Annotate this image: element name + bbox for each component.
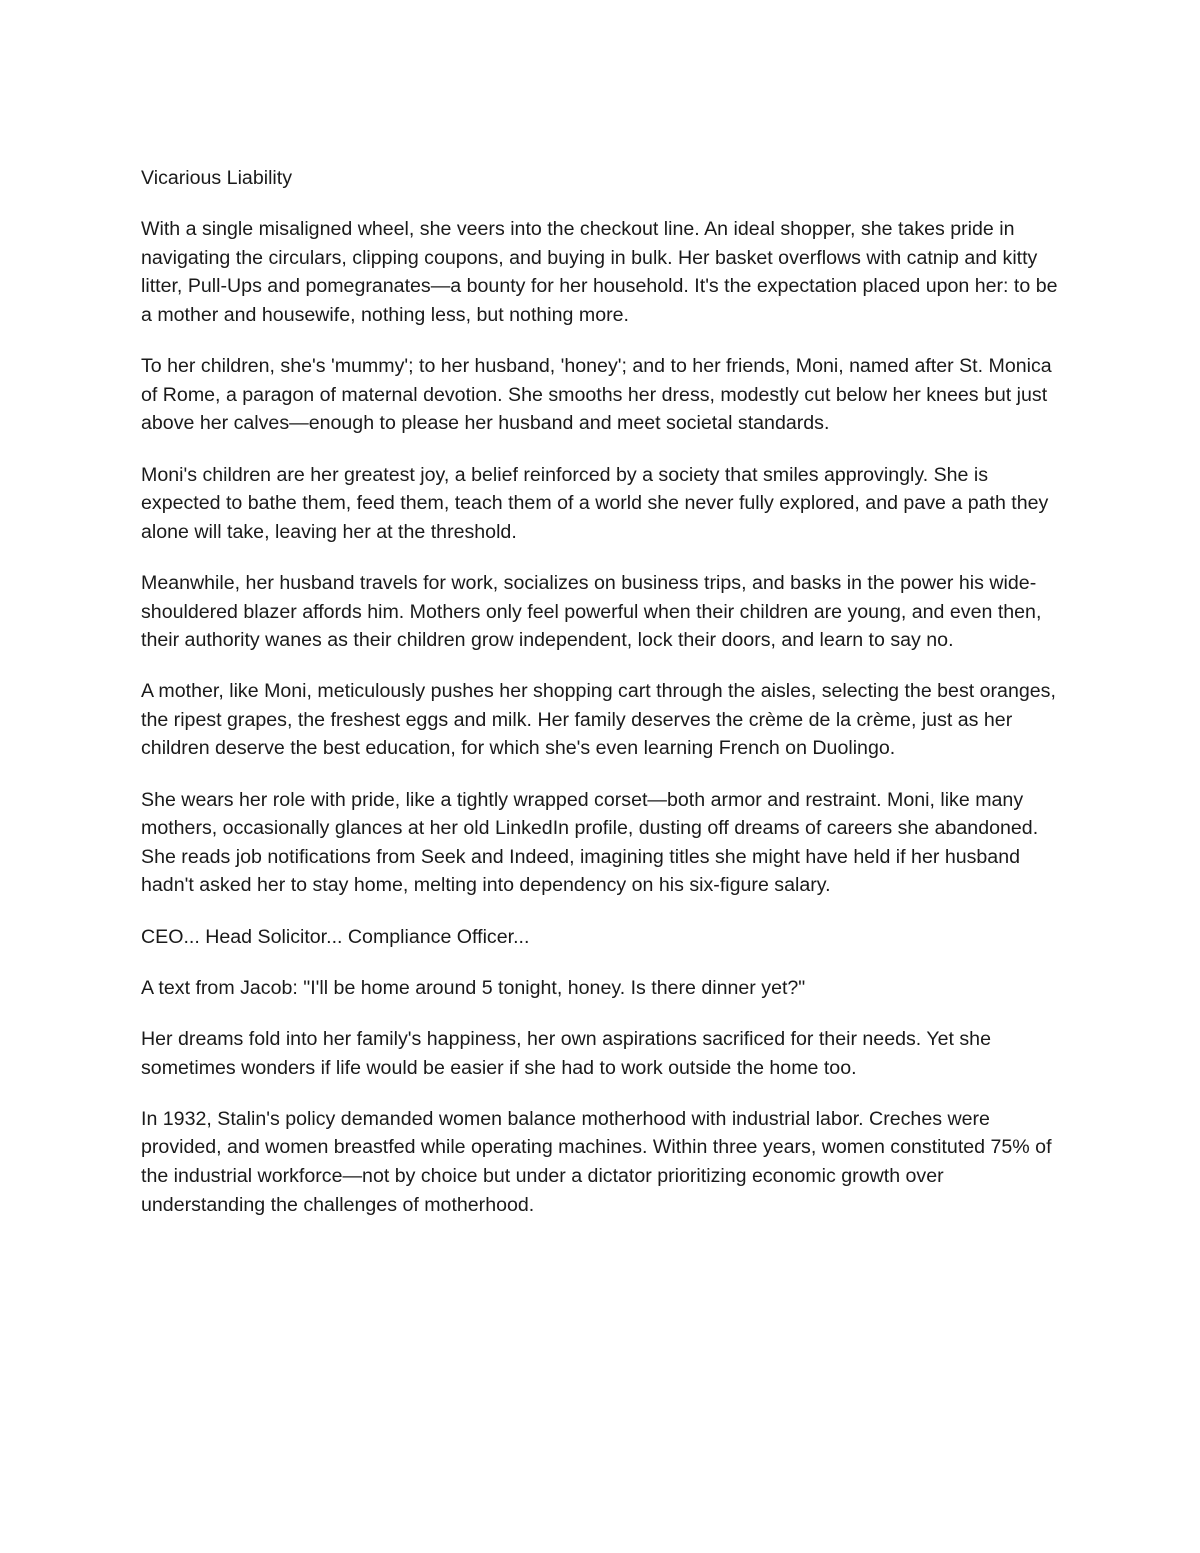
document-title: Vicarious Liability (141, 167, 293, 189)
paragraph: To her children, she's 'mummy'; to her husband, 'honey'; and to her friends, Moni, named after St. Monica of Rome, a paragon of maternal devotion. She smooths her dress, modestly cut below her knees but just above her calves—enough to please her husband and meet societal standards. (141, 355, 1052, 435)
document-body (141, 164, 1061, 1242)
paragraph: A text from Jacob: "I'll be home around 5 tonight, honey. Is there dinner yet?" (141, 976, 806, 999)
paragraph: CEO... Head Solicitor... Compliance Officer... (141, 925, 530, 948)
paragraph: She wears her role with pride, like a tightly wrapped corset—both armor and restraint. Moni, like many mothers, occasionally glances at her old LinkedIn profile, dusting off dreams of careers she abandoned. She reads job notifications from Seek and Indeed, imagining titles she might have held if her husband hadn't asked her to stay home, melting into dependency on his six-figure salary. (141, 788, 1039, 897)
paragraph: With a single misaligned wheel, she veers into the checkout line. An ideal shopper, she takes pride in navigating the circulars, clipping coupons, and buying in bulk. Her basket overflows with catnip and kitty litter, Pull-Ups and pomegranates—a bounty for her household. It's the expectation placed upon her: to be a mother and housewife, nothing less, but nothing more. (141, 218, 1058, 326)
paragraph: In 1932, Stalin's policy demanded women balance motherhood with industrial labor. Creches were provided, and women breastfed while operating machines. Within three years, women constituted 75% of the industrial workforce—not by choice but under a dictator prioritizing economic growth over understanding the challenges of motherhood. (141, 1107, 1052, 1216)
paragraph: Moni's children are her greatest joy, a belief reinforced by a society that smiles approvingly. She is expected to bathe them, feed them, teach them of a world she never fully explored, and pave a path they alone will take, leaving her at the threshold. (141, 463, 1049, 543)
paragraph: Her dreams fold into her family's happiness, her own aspirations sacrificed for their needs. Yet she sometimes wonders if life would be easier if she had to work outside the home too. (141, 1028, 991, 1079)
paragraph: Meanwhile, her husband travels for work, socializes on business trips, and basks in the power his wide-shouldered blazer affords him. Mothers only feel powerful when their children are young, and even then, their authority wanes as their children grow independent, lock their doors, and learn to say no. (141, 571, 1042, 652)
paragraph: A mother, like Moni, meticulously pushes her shopping cart through the aisles, selecting the best oranges, the ripest grapes, the freshest eggs and milk. Her family deserves the crème de la crème, just as her children deserve the best education, for which she's even learning French on Duolingo. (141, 680, 1056, 760)
